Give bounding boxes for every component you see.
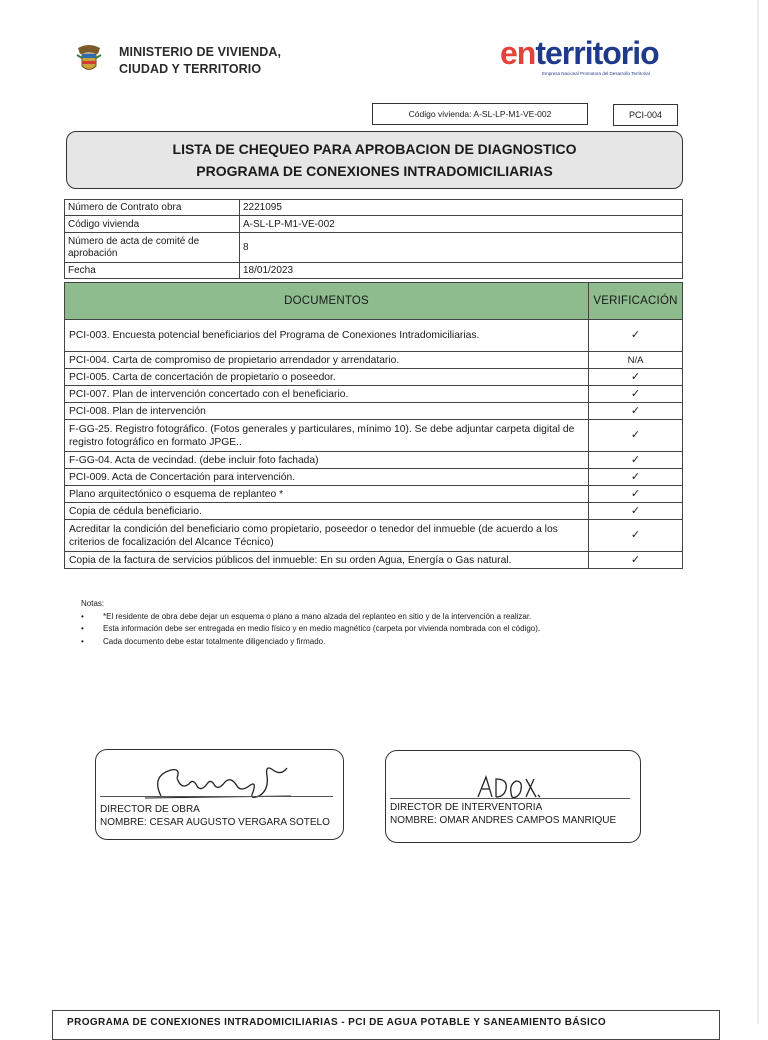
info-value: 2221095: [240, 200, 683, 216]
notes-section: [81, 598, 721, 648]
table-row: [65, 320, 683, 352]
verification-mark: ✓: [589, 386, 683, 403]
program-footer: PROGRAMA DE CONEXIONES INTRADOMICILIARIAS - PCI DE AGUA POTABLE Y SANEAMIENTO BÁSICO: [52, 1010, 720, 1040]
verification-mark: ✓: [589, 552, 683, 569]
ministry-name: [119, 44, 281, 78]
ministry-line-1: MINISTERIO DE VIVIENDA,: [119, 45, 282, 59]
note-item: • *El residente de obra debe dejar un esquema o plano a mano alzada del replanteo en sitio y de la intervención a realizar.: [103, 611, 721, 624]
notes-title: Notas:: [81, 599, 105, 608]
table-row: [65, 352, 683, 369]
notes-list: [81, 611, 721, 649]
info-row: [65, 216, 683, 233]
documents-column-header: DOCUMENTOS: [65, 283, 589, 320]
document-name: F-GG-25. Registro fotográfico. (Fotos generales y particulares, mínimo 10). Se debe adjuntar carpeta digital de registro fotográfico en formato JPGE..: [65, 420, 589, 452]
info-value: 18/01/2023: [240, 263, 683, 279]
info-row: [65, 233, 683, 263]
table-row: [65, 403, 683, 420]
signature-caption: [390, 801, 616, 827]
title-line-2: PROGRAMA DE CONEXIONES INTRADOMICILIARIAS: [196, 163, 553, 179]
form-code-box: PCI-004: [613, 104, 678, 126]
verification-mark: ✓: [589, 403, 683, 420]
signatory-role: DIRECTOR DE INTERVENTORIA: [390, 802, 543, 813]
signature-icon: [474, 771, 544, 801]
document-name: PCI-004. Carta de compromiso de propietario arrendador y arrendatario.: [65, 352, 589, 369]
table-header-row: [65, 283, 683, 320]
document-name: Acreditar la condición del beneficiario como propietario, poseedor o tenedor del inmueble (de acuerdo a los criterios de focalización del Alcance Técnico): [65, 520, 589, 552]
verification-mark: ✓: [589, 486, 683, 503]
table-row: [65, 369, 683, 386]
info-label: Fecha: [65, 263, 240, 279]
signatory-name: NOMBRE: OMAR ANDRES CAMPOS MANRIQUE: [390, 815, 617, 826]
document-name: PCI-008. Plan de intervención: [65, 403, 589, 420]
housing-code-box: Código vivienda: A-SL-LP-M1-VE-002: [372, 103, 588, 125]
ministry-line-2: CIUDAD Y TERRITORIO: [119, 62, 262, 76]
info-label: Número de Contrato obra: [65, 200, 240, 216]
signature-box-director-interventoria: [385, 750, 641, 843]
document-name: PCI-009. Acta de Concertación para intervención.: [65, 469, 589, 486]
document-name: Copia de la factura de servicios públicos del inmueble: En su orden Agua, Energía o Gas natural.: [65, 552, 589, 569]
table-row: [65, 520, 683, 552]
signatory-role: DIRECTOR DE OBRA: [100, 804, 200, 815]
info-label: Código vivienda: [65, 216, 240, 233]
logo-suffix: territorio: [535, 35, 659, 71]
note-item: • Esta información debe ser entregada en medio físico y en medio magnético (carpeta por vivienda nombrada con el código).: [103, 623, 721, 636]
verification-mark: ✓: [589, 469, 683, 486]
table-row: [65, 486, 683, 503]
document-title: [66, 131, 683, 189]
verification-column-header: VERIFICACIÓN: [589, 283, 683, 320]
table-row: [65, 420, 683, 452]
info-value: 8: [240, 233, 683, 263]
table-row: [65, 469, 683, 486]
note-item: • Cada documento debe estar totalmente diligenciado y firmado.: [103, 636, 721, 649]
logo-prefix: en: [500, 35, 536, 71]
coat-of-arms-icon: [74, 42, 104, 76]
info-row: [65, 263, 683, 279]
title-line-1: LISTA DE CHEQUEO PARA APROBACION DE DIAGNOSTICO: [172, 141, 577, 157]
documents-checklist-table: [64, 282, 683, 569]
contract-info-table: [64, 199, 683, 279]
verification-mark: ✓: [589, 452, 683, 469]
document-name: PCI-005. Carta de concertación de propietario o poseedor.: [65, 369, 589, 386]
signatory-name: NOMBRE: CESAR AUGUSTO VERGARA SOTELO: [100, 817, 330, 828]
enterritorio-logo: [500, 36, 690, 82]
logo-tagline: Empresa Nacional Promotora del Desarrollo Territorial: [542, 71, 650, 76]
verification-mark: ✓: [589, 503, 683, 520]
info-label: Número de acta de comité de aprobación: [65, 233, 240, 263]
page-edge-shadow: [757, 0, 759, 1024]
verification-mark: ✓: [589, 520, 683, 552]
signature-box-director-obra: [95, 749, 344, 840]
verification-mark: ✓: [589, 369, 683, 386]
signature-line: [100, 796, 333, 797]
info-row: [65, 200, 683, 216]
info-value: A-SL-LP-M1-VE-002: [240, 216, 683, 233]
table-row: [65, 452, 683, 469]
document-name: Copia de cédula beneficiario.: [65, 503, 589, 520]
document-name: F-GG-04. Acta de vecindad. (debe incluir foto fachada): [65, 452, 589, 469]
signature-caption: [100, 803, 330, 829]
table-row: [65, 386, 683, 403]
signature-line: [390, 798, 630, 799]
table-row: [65, 503, 683, 520]
document-name: PCI-007. Plan de intervención concertado con el beneficiario.: [65, 386, 589, 403]
document-name: PCI-003. Encuesta potencial beneficiarios del Programa de Conexiones Intradomiciliarias.: [65, 320, 589, 352]
verification-mark: ✓: [589, 320, 683, 352]
document-name: Plano arquitectónico o esquema de replanteo *: [65, 486, 589, 503]
verification-mark: ✓: [589, 420, 683, 452]
verification-mark: N/A: [589, 352, 683, 369]
table-row: [65, 552, 683, 569]
